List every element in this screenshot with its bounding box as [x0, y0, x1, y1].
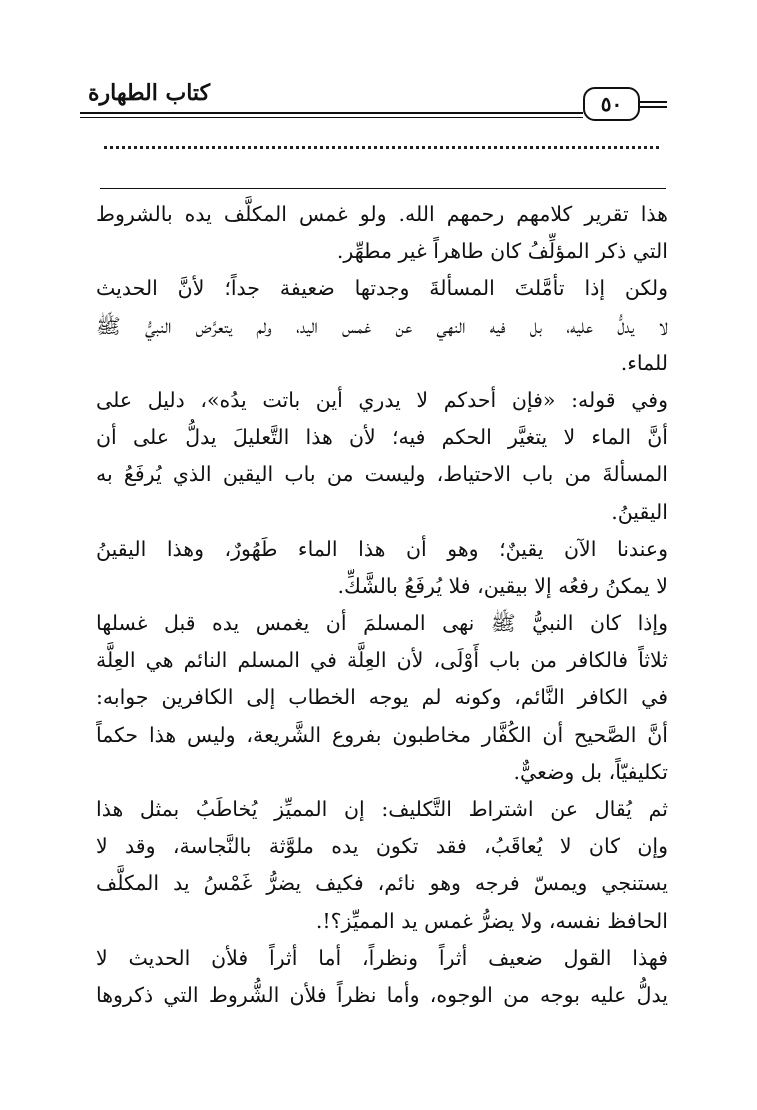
text-line: الحافظ نفسه، ولا يضرُّ غمس يد المميِّز؟!. [315, 908, 668, 933]
header-rule [80, 117, 583, 118]
header-rule [80, 112, 583, 114]
text-line: أنَّ الصَّحيح أن الكُفَّار مخاطبون بفروع الشَّريعة، وليس هذا حكماً [96, 722, 668, 747]
text-line: المسألةَ من باب الاحتياط، وليست من باب اليقين الذي يُرفَعُ به [96, 462, 668, 487]
text-line: في الكافر النَّائم، وكونه لم يوجه الخطاب إلى الكافرين جوابه: [96, 685, 668, 710]
header-rule [640, 101, 667, 103]
body-text [96, 196, 668, 1014]
text-line: وإن كان لا يُعاقَبُ، فقد تكون يده ملوَّثة بالنَّجاسة، وقد لا [96, 834, 668, 859]
dotted-divider [104, 146, 659, 149]
text-line: وفي قوله: «فإن أحدكم لا يدري أين باتت يدُه»، دليل على [96, 387, 668, 412]
text-line: للماء. [620, 350, 668, 375]
text-line: التي ذكر المؤلِّفُ كان طاهراً غير مطهِّر. [336, 239, 668, 264]
section-separator [100, 188, 666, 189]
text-line: هذا تقرير كلامهم رحمهم الله. ولو غمس المكلَّف يده بالشروط [96, 202, 668, 226]
text-line: لا يدلُّ عليه، بل فيه النهي عن غمس اليد، ولم يتعرَّض النبيُّ ﷺ [96, 313, 668, 338]
text-line: ولكن إذا تأمَّلتَ المسألةَ وجدتها ضعيفة جداً؛ لأنَّ الحديث [96, 276, 668, 301]
text-line: ثم يُقال عن اشتراط التَّكليف: إن المميِّز يُخاطَبُ بمثل هذا [96, 797, 668, 821]
book-title: كتاب الطهارة [88, 80, 211, 106]
text-line: تكليفيّاً، بل وضعيٌّ. [513, 759, 668, 784]
header-rule [640, 106, 667, 108]
text-line: أنَّ الماء لا يتغيَّر الحكم فيه؛ لأن هذا التَّعليلَ يدلُّ على أن [96, 425, 668, 450]
text-line: وعندنا الآن يقينٌ؛ وهو أن هذا الماء طَهُورٌ، وهذا اليقينُ [96, 536, 668, 561]
text-line: وإذا كان النبيُّ ﷺ نهى المسلمَ أن يغمس يده قبل غسلها [96, 611, 668, 636]
text-line: يدلُّ عليه بوجه من الوجوه، وأما نظراً فلأن الشُّروط التي ذكروها [96, 982, 668, 1007]
text-line: فهذا القول ضعيف أثراً ونظراً، أما أثراً فلأن الحديث لا [96, 945, 668, 970]
text-line: يستنجي ويمسّ فرجه وهو نائم، فكيف يضرُّ غَمْسُ يد المكلَّف [96, 871, 668, 896]
text-line: لا يمكنُ رفعُه إلا بيقين، فلا يُرفَعُ بالشَّكِّ. [337, 573, 668, 598]
text-line: ثلاثاً فالكافر من باب أَوْلَى، لأن العِلَّة في المسلم النائم هي العِلَّة [96, 648, 668, 673]
text-line: اليقينُ. [611, 499, 668, 524]
page-number: ٥٠ [583, 87, 640, 121]
